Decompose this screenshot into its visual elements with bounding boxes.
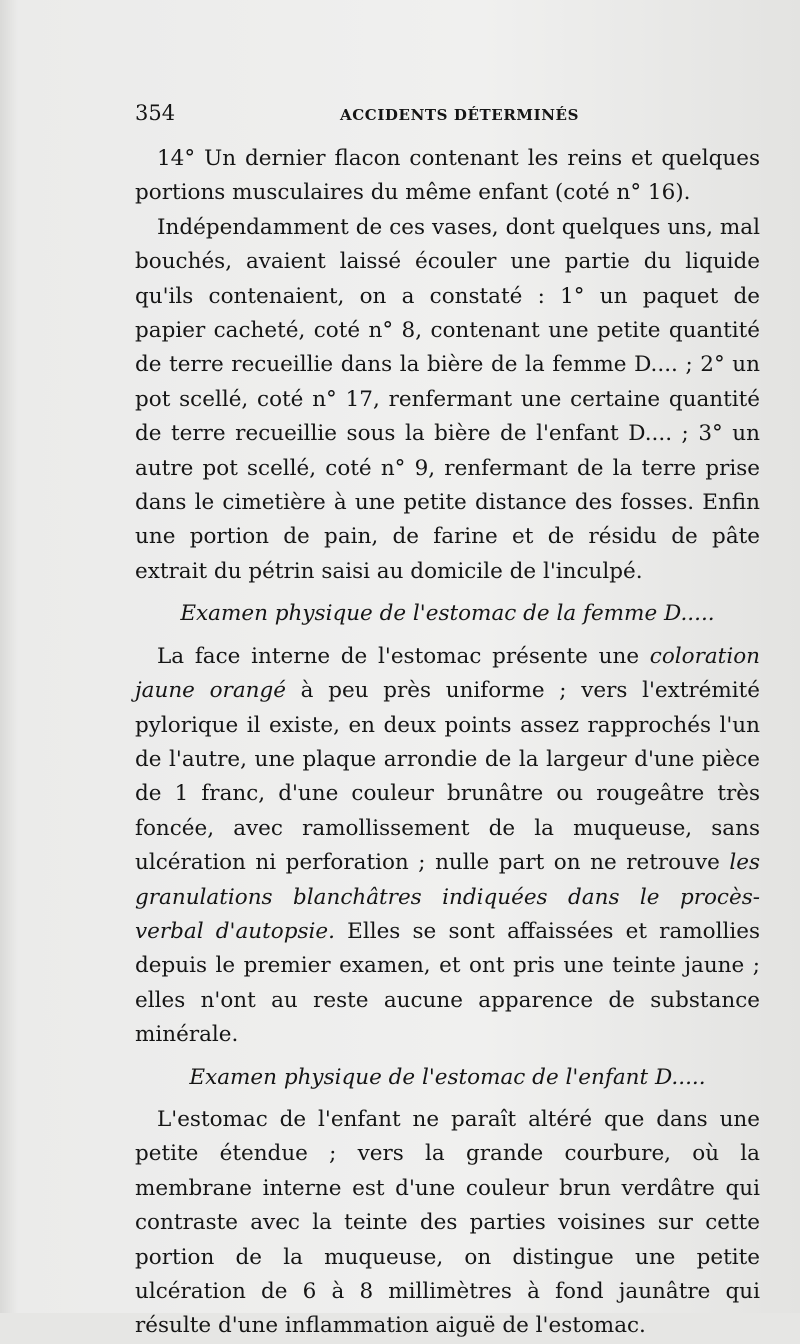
paragraph-woman-stomach [135, 640, 760, 1053]
running-title: ACCIDENTS DÉTERMINÉS [340, 106, 579, 124]
body-text [135, 142, 760, 1344]
section-heading-child-stomach: Examen physique de l'estomac de l'enfant D..... [189, 1064, 706, 1090]
section-heading-woman-stomach: Examen physique de l'estomac de la femme D..... [180, 601, 715, 627]
text-run: Elles se sont affaissées et ramollies depuis le premier examen, et ont pris une teinte jaune ; elles n'ont au reste aucune apparence de substance minérale. [135, 918, 760, 1048]
text-run: La face interne de l'estomac présente une [157, 643, 650, 669]
italic-run: coloration jaune orangé [135, 643, 760, 704]
text-run: à peu près uniforme ; vers l'extrémité pylorique il existe, en deux points assez rapprochés l'un de l'autre, une plaque arrondie de la largeur d'une pièce de 1 franc, d'une couleur brunâtre ou rougeâtre très foncée, avec ramollissement de la muqueuse, sans ulcération ni perforation ; nulle part on ne retrouve [135, 678, 761, 876]
italic-run: les granulations blanchâtres indiquées dans le procès-verbal d'autopsie. [135, 850, 760, 944]
page-number: 354 [135, 101, 176, 125]
paragraph-item-14: 14° Un dernier flacon contenant les reins et quelques portions musculaires du même enfant (coté n° 16). [135, 146, 760, 206]
paragraph-child-stomach: L'estomac de l'enfant ne paraît altéré que dans une petite étendue ; vers la grande courbure, où la membrane interne est d'une couleur brun verdâtre qui contraste avec la teinte des parties voisines sur cette portion de la muqueuse, on distingue une petite ulcération de 6 à 8 millimètres à fond jaunâtre qui résulte d'une inflammation aiguë de l'estomac. [135, 1106, 760, 1339]
paragraph-sealed-items: Indépendamment de ces vases, dont quelques uns, mal bouchés, avaient laissé écouler une partie du liquide qu'ils contenaient, on a constaté : 1° un paquet de papier cacheté, coté n° 8, contenant une petite quantité de terre recueillie dans la bière de la femme D.... ; 2° un pot scellé, coté n° 17, renfermant une certaine quantité de terre recueillie sous la bière de l'enfant D.... ; 3° un autre pot scellé, coté n° 9, renfermant de la terre prise dans le cimetière à une petite distance des fosses. Enfin une portion de pain, de farine et de résidu de pâte extrait du pétrin saisi au domicile de l'inculpé. [135, 214, 760, 584]
